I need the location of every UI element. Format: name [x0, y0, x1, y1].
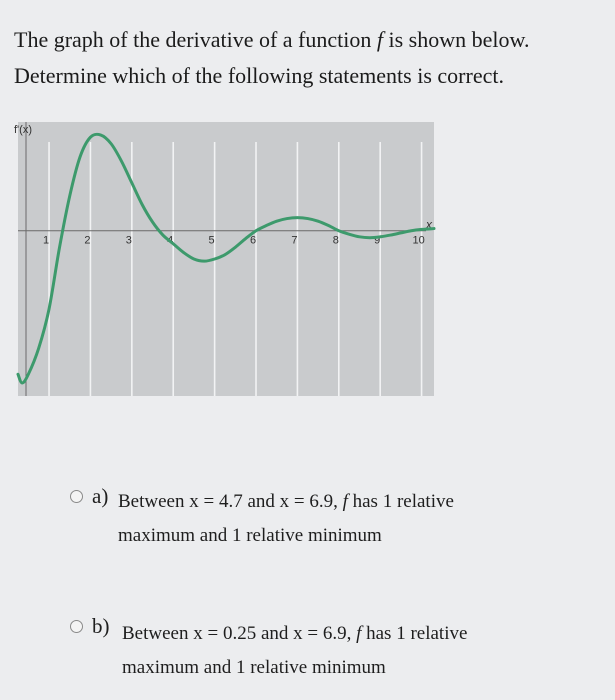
x-tick-label-7: 7 — [291, 234, 298, 247]
derivative-chart-svg — [12, 116, 442, 400]
y-axis-label: f'(x) — [14, 124, 32, 136]
option-b-line-1-start: Between x = 0.25 and x = 6.9, — [122, 623, 357, 644]
question-function-var: f — [376, 27, 383, 52]
option-a-line-1-start: Between x = 4.7 and x = 6.9, — [118, 491, 343, 512]
option-a-line-2: maximum and 1 relative minimum — [118, 525, 382, 546]
x-tick-label-1: 1 — [42, 234, 50, 247]
option-b-radio[interactable] — [70, 620, 83, 633]
option-a[interactable] — [70, 484, 590, 564]
question-line-1-end: is shown below. — [383, 27, 530, 52]
option-b[interactable] — [70, 614, 590, 694]
option-a-letter: a) — [92, 484, 109, 508]
option-a-radio[interactable] — [70, 490, 83, 503]
x-tick-label-8: 8 — [332, 234, 339, 247]
x-tick-label-3: 3 — [125, 234, 132, 247]
option-b-letter: b) — [92, 614, 110, 638]
x-tick-label-9: 9 — [374, 234, 381, 247]
x-tick-label-6: 6 — [249, 234, 257, 247]
option-b-line-2: maximum and 1 relative minimum — [122, 657, 386, 678]
question-text — [14, 22, 604, 94]
option-b-line-1-end: has 1 relative — [361, 623, 468, 644]
option-a-function-var: f — [342, 491, 348, 512]
x-tick-label-2: 2 — [84, 234, 91, 247]
derivative-graph — [12, 116, 442, 400]
option-a-line-1 — [118, 486, 454, 518]
option-b-line-1 — [122, 618, 467, 650]
x-tick-label-10: 10 — [412, 234, 425, 247]
question-line-2: Determine which of the following statements is correct. — [14, 63, 504, 88]
question-line-1 — [14, 22, 604, 58]
option-b-function-var: f — [356, 623, 362, 644]
x-tick-label-4: 4 — [167, 234, 174, 247]
plot-background — [18, 122, 434, 396]
question-line-1-start: The graph of the derivative of a function — [14, 27, 377, 52]
x-axis-label: x — [426, 217, 432, 232]
option-a-line-1-end: has 1 relative — [347, 491, 454, 512]
x-tick-label-5: 5 — [208, 234, 215, 247]
